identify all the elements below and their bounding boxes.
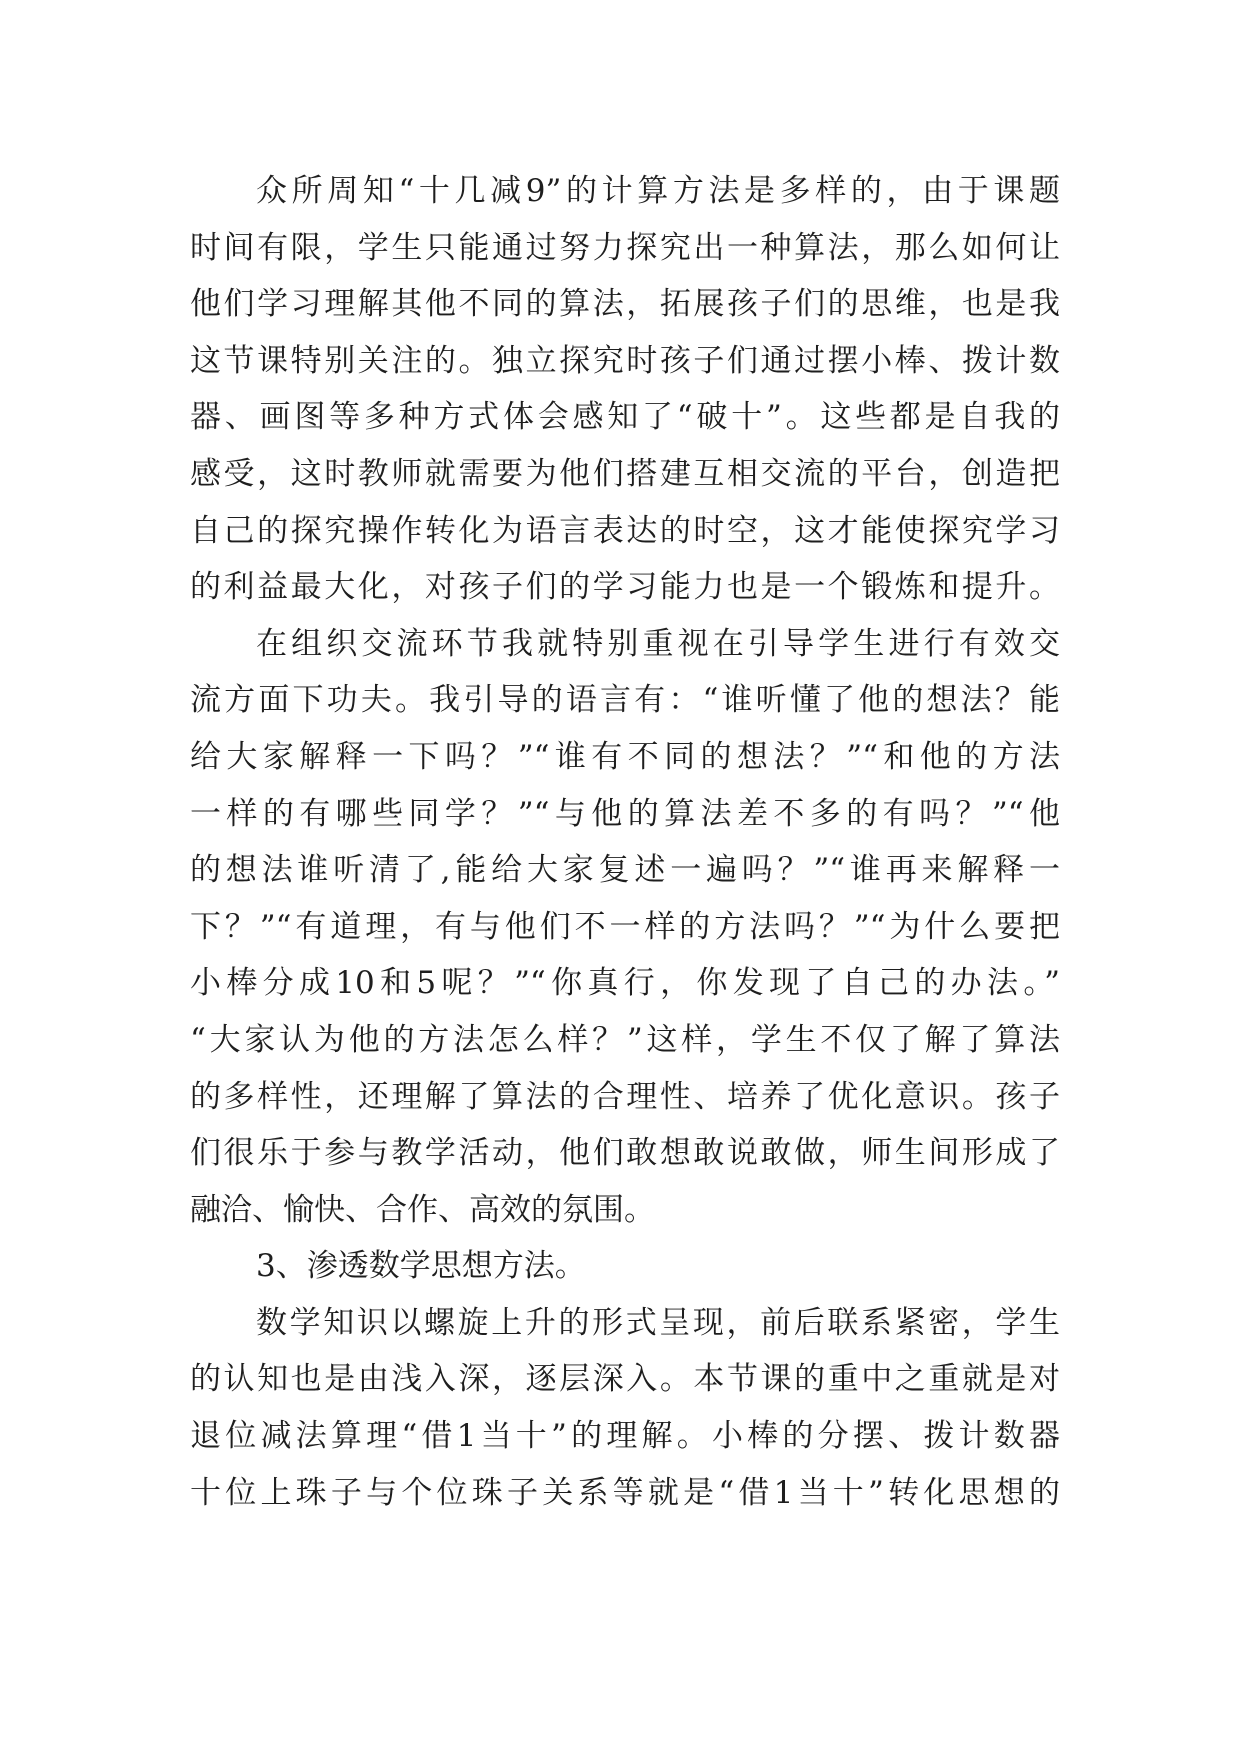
text-line: 自己的探究操作转化为语言表达的时空，这才能使探究学习 [190, 512, 1060, 549]
text-line: 感受，这时教师就需要为他们搭建互相交流的平台，创造把 [190, 455, 1060, 492]
text-line: 退位减法算理“借1当十”的理解。小棒的分摆、拨计数器 [190, 1418, 1060, 1455]
text-line: 在组织交流环节我就特别重视在引导学生进行有效交 [256, 625, 1060, 662]
text-line: 的利益最大化，对孩子们的学习能力也是一个锻炼和提升。 [190, 569, 1060, 606]
text-line: 的认知也是由浅入深，逐层深入。本节课的重中之重就是对 [190, 1361, 1060, 1398]
text-line: 器、画图等多种方式体会感知了“破十”。这些都是自我的 [190, 399, 1060, 436]
text-line: 下？”“有道理，有与他们不一样的方法吗？”“为什么要把 [190, 908, 1060, 945]
text-line: 的多样性，还理解了算法的合理性、培养了优化意识。孩子 [190, 1078, 1060, 1115]
text-line: 众所周知“十几减9”的计算方法是多样的，由于课题 [256, 173, 1060, 209]
text-line: “大家认为他的方法怎么样？”这样，学生不仅了解了算法 [190, 1021, 1060, 1058]
text-line: 十位上珠子与个位珠子关系等就是“借1当十”转化思想的 [190, 1474, 1060, 1511]
text-line: 数学知识以螺旋上升的形式呈现，前后联系紧密，学生 [256, 1304, 1060, 1341]
text-line: 的想法谁听清了,能给大家复述一遍吗？”“谁再来解释一 [190, 852, 1060, 889]
text-line: 时间有限，学生只能通过努力探究出一种算法，那么如何让 [190, 229, 1060, 266]
text-line: 融洽、愉快、合作、高效的氛围。 [190, 1191, 655, 1228]
section-heading: 3、渗透数学思想方法。 [256, 1248, 586, 1285]
text-line: 小棒分成10和5呢？”“你真行，你发现了自己的办法。” [190, 965, 1060, 1002]
text-line: 这节课特别关注的。独立探究时孩子们通过摆小棒、拨计数 [190, 342, 1060, 379]
text-line: 给大家解释一下吗？”“谁有不同的想法？”“和他的方法 [190, 738, 1060, 775]
text-line: 他们学习理解其他不同的算法，拓展孩子们的思维，也是我 [190, 286, 1060, 323]
text-line: 一样的有哪些同学？”“与他的算法差不多的有吗？”“他 [190, 795, 1060, 832]
document-body [190, 163, 1060, 1521]
text-line: 流方面下功夫。我引导的语言有：“谁听懂了他的想法？能 [190, 682, 1060, 719]
text-line: 们很乐于参与教学活动，他们敢想敢说敢做，师生间形成了 [190, 1135, 1060, 1172]
